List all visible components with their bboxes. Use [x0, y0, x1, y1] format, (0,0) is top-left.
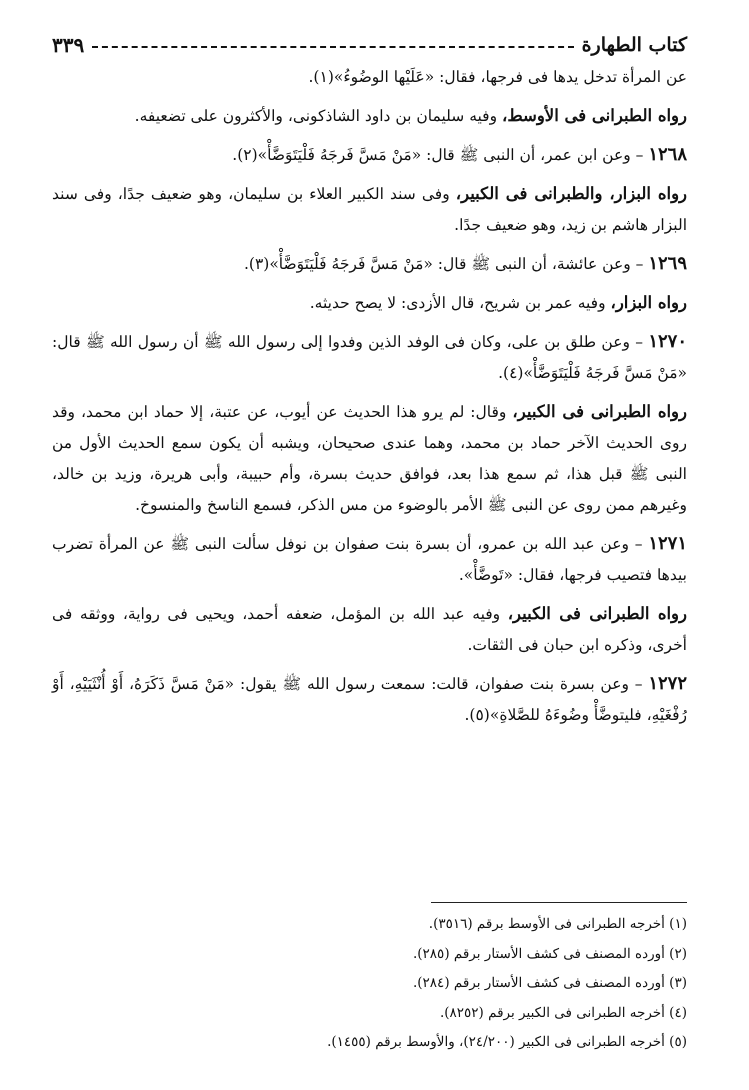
footnotes [52, 910, 687, 1058]
hadith-number: ١٢٧٠ [648, 331, 687, 352]
paragraph [52, 598, 687, 661]
paragraph-text: وفيه عبد الله بن المؤمل، ضعفه أحمد، ويحيى فى رواية، ووثقه فى أخرى، وذكره ابن حبان فى الثقات. [52, 605, 687, 654]
hadith-paragraph [52, 248, 687, 280]
source-attribution: رواه الطبرانى فى الكبير، [507, 604, 687, 623]
paragraph [52, 100, 687, 132]
source-attribution: رواه البزار، والطبرانى فى الكبير، [455, 184, 688, 203]
hadith-paragraph [52, 139, 687, 171]
hadith-number: ١٢٦٨ [648, 144, 687, 165]
footnote: (٢) أورده المصنف فى كشف الأستار برقم (٢٨٥). [412, 945, 687, 962]
paragraph-text: وفى سند الكبير العلاء بن سليمان، وهو ضعيف جدًا، وفى سند البزار هاشم بن زيد، وهو ضعيف جدًا. [52, 185, 687, 234]
paragraph-text: وفيه سليمان بن داود الشاذكونى، والأكثرون على تضعيفه. [134, 107, 503, 125]
paragraph [52, 287, 687, 319]
footnote: (١) أخرجه الطبرانى فى الأوسط برقم (٣٥١٦). [428, 916, 687, 932]
footnote: (٥) أخرجه الطبرانى فى الكبير (٢٤/٢٠٠)، والأوسط برقم (١٤٥٥). [327, 1034, 687, 1050]
footnote: (٤) أخرجه الطبرانى فى الكبير برقم (٨٢٥٢). [439, 1004, 687, 1021]
header-dashed-rule [92, 46, 573, 48]
running-header [52, 28, 687, 62]
footnote: (٣) أورده المصنف فى كشف الأستار برقم (٢٨٤). [412, 975, 687, 991]
paragraph-text: عن المرأة تدخل يدها فى فرجها، فقال: «عَلَيْها الوضُوءُ»(١). [308, 68, 687, 86]
source-attribution: رواه الطبرانى فى الأوسط، [502, 106, 687, 125]
source-attribution: رواه البزار، [610, 293, 687, 312]
hadith-text: – وعن عبد الله بن عمرو، أن بسرة بنت صفوان بن نوفل سألت النبى ﷺ عن المرأة تضرب بيدها فتصيب فرجها، فقال: «تَوضَّأْ». [52, 535, 687, 584]
hadith-paragraph [52, 668, 687, 731]
book-title: كتاب الطهارة [581, 34, 687, 56]
body-text [52, 62, 687, 731]
hadith-number: ١٢٧٢ [648, 673, 687, 694]
hadith-paragraph [52, 528, 687, 591]
hadith-text: – وعن عائشة، أن النبى ﷺ قال: «مَنْ مَسَّ فَرجَهُ فَلْيَتَوَضَّأْ»(٣). [243, 255, 649, 273]
paragraph-text: وفيه عمر بن شريح، قال الأزدى: لا يصح حديثه. [309, 294, 611, 312]
hadith-text: – وعن ابن عمر، أن النبى ﷺ قال: «مَنْ مَسَّ فَرجَهُ فَلْيَتَوَضَّأْ»(٢). [232, 146, 649, 164]
page-number: ٣٣٩ [52, 33, 85, 57]
hadith-paragraph [52, 326, 687, 389]
paragraph-text: وقال: لم يرو هذا الحديث عن أيوب، عن عتبة، إلا حماد ابن محمد، وقد روى الحديث الآخر حماد بن محمد، وهما عندى صحيحان، ويشبه أن يكون سمع الحديث الأول من النبى ﷺ قبل هذا، ثم سمع هذا بعد، فوافق حديث بسرة، وأم حبيبة، وأبى هريرة، وزيد بن خالد، وغيرهم ممن روى عن النبى ﷺ الأمر بالوضوء من مس الذكر، فسمع الناسخ والمنسوخ. [52, 403, 687, 514]
paragraph [52, 396, 687, 521]
paragraph [52, 178, 687, 241]
source-attribution: رواه الطبرانى فى الكبير، [512, 402, 687, 421]
hadith-number: ١٢٦٩ [648, 253, 687, 274]
footnote-separator [431, 902, 687, 903]
paragraph [52, 62, 687, 93]
hadith-number: ١٢٧١ [648, 533, 687, 554]
hadith-text: – وعن طلق بن على، وكان فى الوفد الذين وفدوا إلى رسول الله ﷺ أن رسول الله ﷺ قال: «مَنْ مَسَّ فَرجَهُ فَلْيَتَوَضَّأْ»(٤). [52, 333, 687, 382]
hadith-text: – وعن بسرة بنت صفوان، قالت: سمعت رسول الله ﷺ يقول: «مَنْ مَسَّ ذَكَرَهُ، أَوْ أُنْثَيَيْهِ، أَوْ رُفْغَيْهِ، فليتوضَّأْ وضُوءَهُ للصَّلاةِ»(٥). [52, 675, 687, 724]
